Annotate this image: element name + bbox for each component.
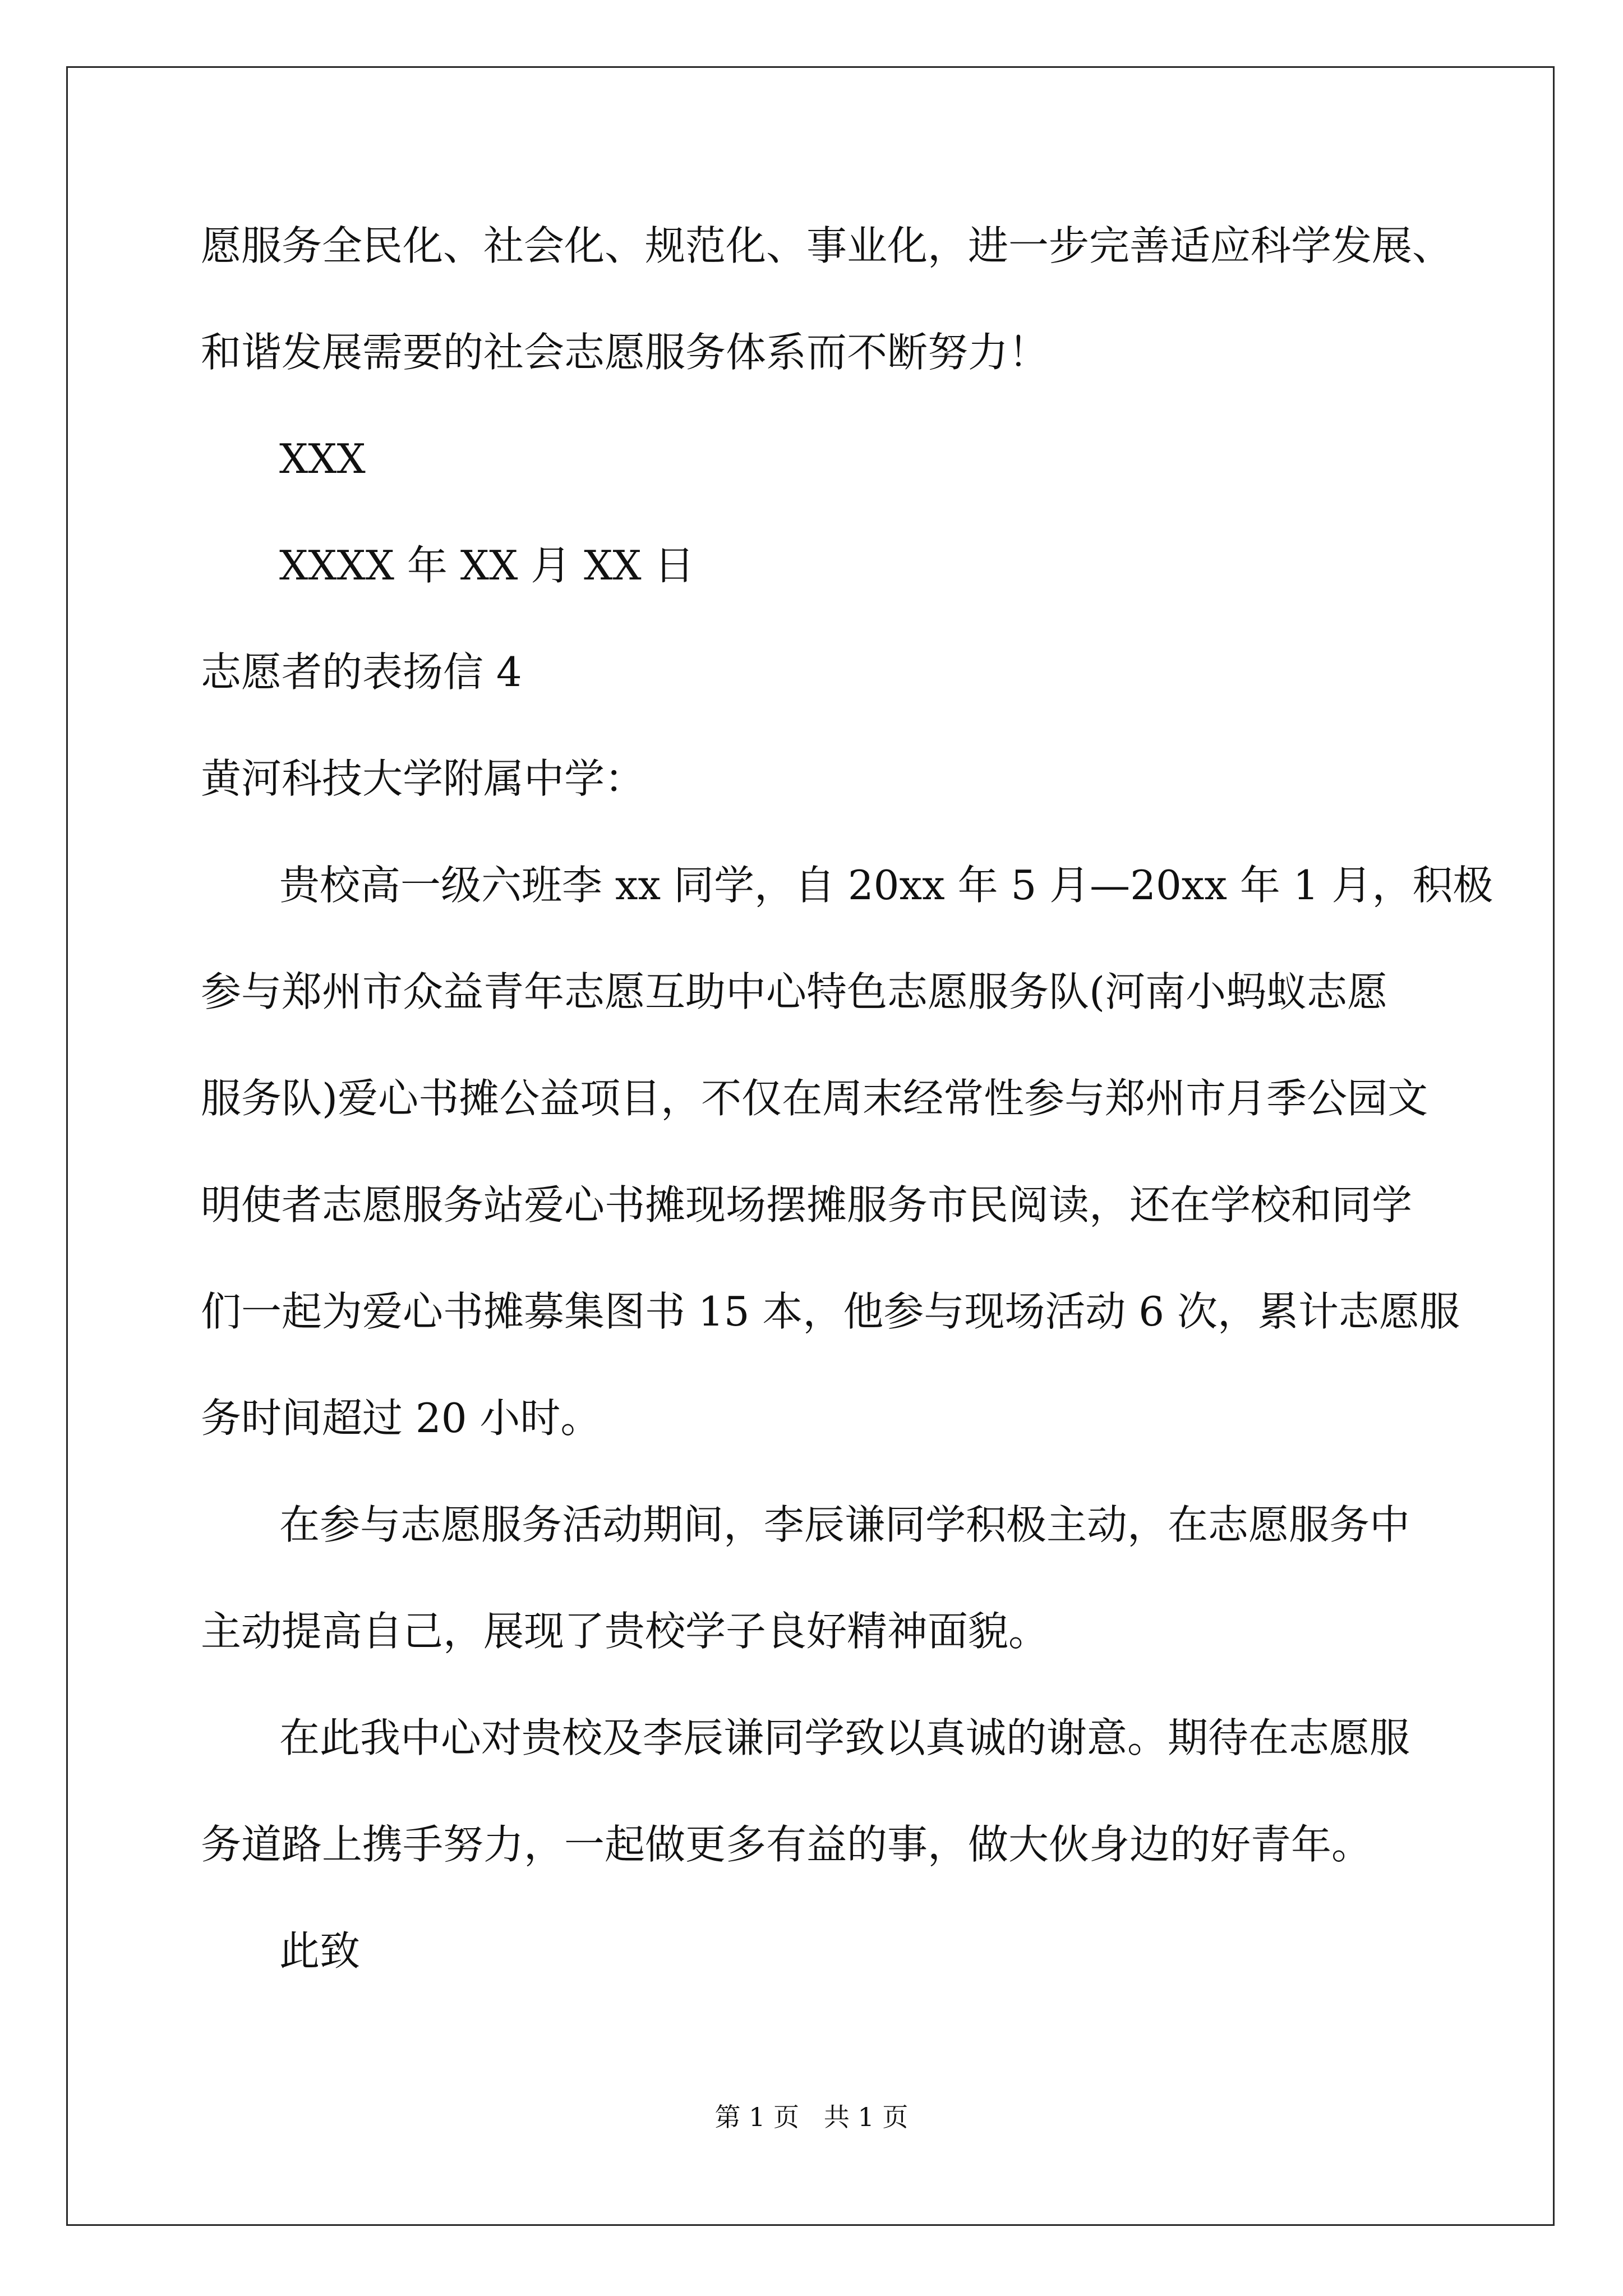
salutation: 黄河科技大学附属中学：: [201, 755, 645, 802]
paragraph-line: 务道路上携手努力，一起做更多有益的事，做大伙身边的好青年。: [201, 1821, 1372, 1868]
paragraph-line: 愿服务全民化、社会化、规范化、事业化，进一步完善适应科学发展、: [201, 222, 1453, 269]
signature-date: XXXX 年 XX 月 XX 日: [279, 542, 695, 589]
paragraph-line: 主动提高自己，展现了贵校学子良好精神面貌。: [201, 1608, 1049, 1655]
section-title: 志愿者的表扬信 4: [201, 648, 522, 696]
paragraph-line: 服务队)爱心书摊公益项目，不仅在周末经常性参与郑州市月季公园文: [201, 1075, 1428, 1122]
paragraph-line: 和谐发展需要的社会志愿服务体系而不断努力！: [201, 329, 1049, 376]
paragraph-line: 们一起为爱心书摊募集图书 15 本，他参与现场活动 6 次，累计志愿服: [201, 1288, 1460, 1335]
signature-name: XXX: [279, 435, 366, 482]
paragraph-line: 务时间超过 20 小时。: [201, 1395, 601, 1442]
paragraph-line: 在此我中心对贵校及李辰谦同学致以真诚的谢意。期待在志愿服: [279, 1714, 1410, 1761]
paragraph-line: 明使者志愿服务站爱心书摊现场摆摊服务市民阅读，还在学校和同学: [201, 1181, 1413, 1228]
page-border: [66, 66, 1555, 2226]
paragraph-line: 参与郑州市众益青年志愿互助中心特色志愿服务队(河南小蚂蚁志愿: [201, 968, 1388, 1015]
closing-line: 此致: [279, 1927, 361, 1975]
page-number-footer: 第 1 页 共 1 页: [714, 2102, 909, 2132]
paragraph-line: 在参与志愿服务活动期间，李辰谦同学积极主动，在志愿服务中: [279, 1501, 1410, 1548]
paragraph-line: 贵校高一级六班李 xx 同学，自 20xx 年 5 月—20xx 年 1 月，积极: [279, 862, 1493, 909]
